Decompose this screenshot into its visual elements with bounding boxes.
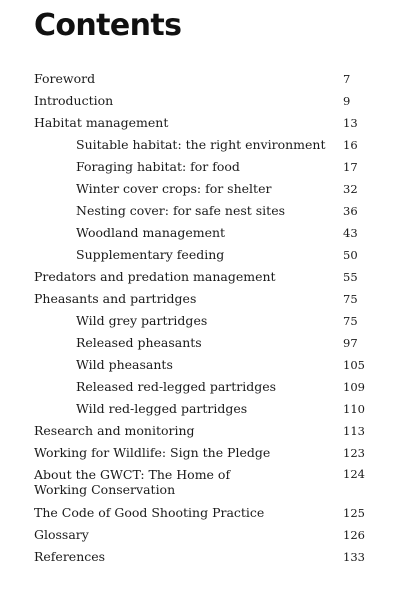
toc-page-number: 123 [343, 446, 365, 460]
toc-entry-label: Wild red-legged partridges [76, 401, 248, 416]
toc-entry-label: Glossary [34, 527, 89, 542]
toc-page-number: 43 [343, 226, 358, 240]
toc-entry-label: Released red-legged partridges [76, 379, 277, 394]
toc-entry-label: References [34, 549, 106, 564]
toc-entry[interactable] [0, 266, 416, 288]
toc-entry[interactable] [0, 68, 416, 90]
toc-entry[interactable] [0, 420, 416, 442]
toc-subentry[interactable] [0, 244, 416, 266]
toc-subentry[interactable] [0, 178, 416, 200]
toc-entry-label: Wild pheasants [76, 357, 173, 372]
toc-entry-label: Pheasants and partridges [34, 291, 197, 306]
toc-page-number: 17 [343, 160, 358, 174]
toc-entry-label: About the GWCT: The Home of Working Conservation [34, 467, 231, 497]
toc-entry[interactable] [0, 464, 416, 502]
toc-entry[interactable] [0, 288, 416, 310]
toc-entry-label: Nesting cover: for safe nest sites [76, 203, 286, 218]
toc-entry-label: Habitat management [34, 115, 169, 130]
toc-page-number: 50 [343, 248, 358, 262]
toc-page-number: 97 [343, 336, 358, 350]
toc-entry-label: Woodland management [76, 225, 226, 240]
toc-entry-label: Introduction [34, 93, 114, 108]
toc-entry-label: Released pheasants [76, 335, 202, 350]
table-of-contents [0, 68, 416, 568]
page-title: Contents [34, 8, 182, 43]
toc-subentry[interactable] [0, 398, 416, 420]
toc-page-number: 36 [343, 204, 358, 218]
toc-page-number: 109 [343, 380, 365, 394]
toc-entry-label: Supplementary feeding [76, 247, 225, 262]
toc-entry-label: Suitable habitat: the right environment [76, 137, 326, 152]
toc-entry-label: Foreword [34, 71, 96, 86]
toc-page-number: 7 [343, 72, 351, 86]
toc-entry-label: Winter cover crops: for shelter [76, 181, 272, 196]
toc-entry-label: Wild grey partridges [76, 313, 208, 328]
toc-entry[interactable] [0, 90, 416, 112]
toc-entry[interactable] [0, 546, 416, 568]
toc-page-number: 126 [343, 528, 365, 542]
toc-entry[interactable] [0, 112, 416, 134]
toc-entry-label: Working for Wildlife: Sign the Pledge [34, 445, 271, 460]
toc-page-number: 75 [343, 292, 358, 306]
toc-page-number: 9 [343, 94, 351, 108]
toc-entry-label: Foraging habitat: for food [76, 159, 240, 174]
toc-entry[interactable] [0, 524, 416, 546]
toc-page-number: 110 [343, 402, 365, 416]
toc-entry-label: Research and monitoring [34, 423, 195, 438]
toc-entry[interactable] [0, 502, 416, 524]
toc-subentry[interactable] [0, 156, 416, 178]
toc-entry-label: Predators and predation management [34, 269, 276, 284]
toc-page-number: 55 [343, 270, 358, 284]
toc-entry-label: The Code of Good Shooting Practice [34, 505, 265, 520]
toc-subentry[interactable] [0, 134, 416, 156]
toc-subentry[interactable] [0, 222, 416, 244]
toc-page-number: 75 [343, 314, 358, 328]
toc-subentry[interactable] [0, 310, 416, 332]
toc-page-number: 13 [343, 116, 358, 130]
toc-page-number: 125 [343, 506, 365, 520]
toc-page-number: 124 [343, 467, 365, 481]
toc-page-number: 32 [343, 182, 358, 196]
toc-subentry[interactable] [0, 200, 416, 222]
toc-page-number: 16 [343, 138, 358, 152]
toc-subentry[interactable] [0, 354, 416, 376]
toc-subentry[interactable] [0, 376, 416, 398]
toc-subentry[interactable] [0, 332, 416, 354]
toc-page-number: 113 [343, 424, 365, 438]
toc-entry[interactable] [0, 442, 416, 464]
toc-page-number: 133 [343, 550, 365, 564]
toc-page-number: 105 [343, 358, 365, 372]
